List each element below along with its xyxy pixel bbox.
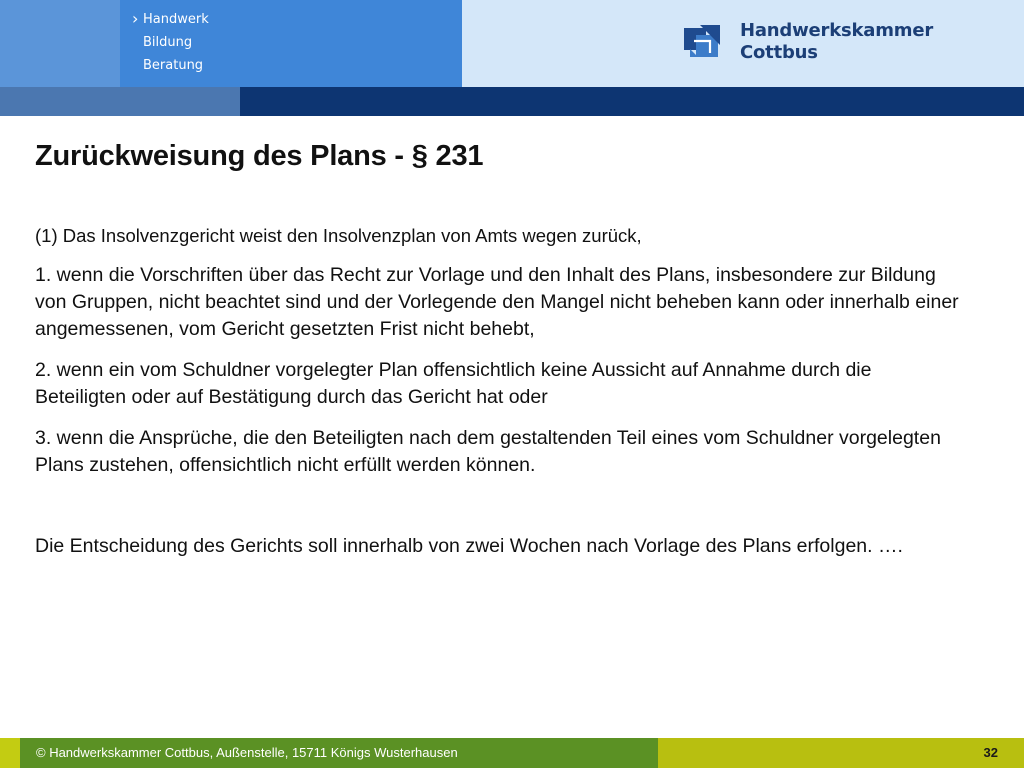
- item-1: 1. wenn die Vorschriften über das Recht zur Vorlage und den Inhalt des Plans, insbesondere zur Bildung von Gruppen, nicht beachtet sind und der Vorlegende den Mangel nicht beheben kann oder innerhalb einer angemessenen, vom Gericht gesetzten Frist nicht behebt,: [35, 264, 959, 340]
- spacer: [35, 493, 965, 533]
- header-bar-light: [0, 87, 240, 116]
- footer-lime-block: [658, 738, 1024, 768]
- header-left-block: [0, 0, 120, 87]
- closing-paragraph: Die Entscheidung des Gerichts soll innerhalb von zwei Wochen nach Vorlage des Plans erfolgen. ….: [35, 535, 903, 557]
- footer-left-block: [0, 738, 20, 768]
- brand-line-1: Handwerkskammer: [740, 20, 934, 41]
- nav-item-beratung[interactable]: Beratung: [143, 58, 204, 73]
- header-nav: [132, 8, 209, 77]
- handwerkskammer-logo-icon: [684, 23, 722, 61]
- item-2: 2. wenn ein vom Schuldner vorgelegter Plan offensichtlich keine Aussicht auf Annahme durch die Beteiligten oder auf Bestätigung durch das Gericht hat oder: [35, 359, 872, 408]
- intro-paragraph: (1) Das Insolvenzgericht weist den Insolvenzplan von Amts wegen zurück,: [35, 225, 642, 246]
- nav-item-handwerk[interactable]: › Handwerk: [132, 8, 209, 31]
- page-number: 32: [983, 745, 998, 760]
- item-3: 3. wenn die Ansprüche, die den Beteiligten nach dem gestaltenden Teil eines vom Schuldner vorgelegten Plans zustehen, offensichtlich nicht erfüllt werden können.: [35, 427, 941, 476]
- brand-name: [740, 20, 933, 64]
- footer-copyright: © Handwerkskammer Cottbus, Außenstelle, 15711 Königs Wusterhausen: [36, 745, 458, 760]
- slide-title: Zurückweisung des Plans - § 231: [35, 140, 484, 172]
- slide-body: [35, 222, 965, 560]
- brand-line-2: Cottbus: [740, 42, 818, 63]
- nav-item-bildung[interactable]: Bildung: [143, 35, 193, 50]
- header-bar-dark: [240, 87, 1024, 116]
